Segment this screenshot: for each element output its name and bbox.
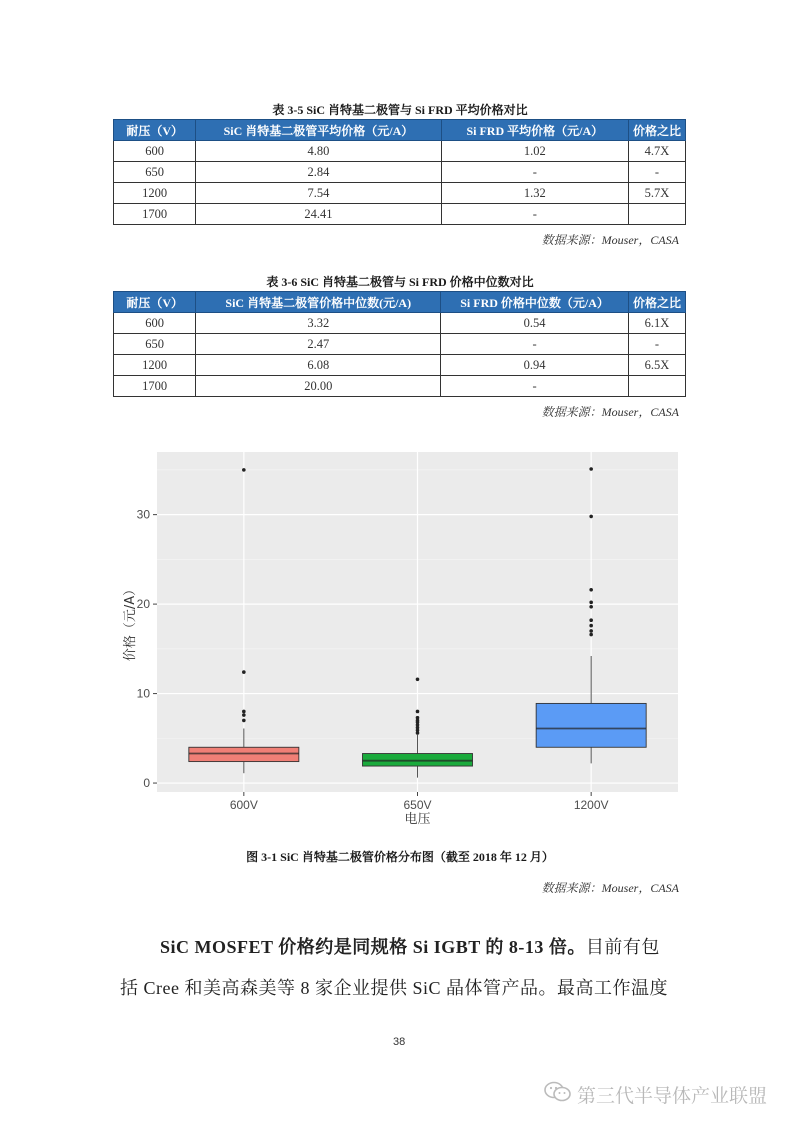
table-row bbox=[114, 376, 686, 397]
outlier-point bbox=[589, 633, 593, 637]
table1-header-ratio: 价格之比 bbox=[628, 120, 685, 141]
outlier-point bbox=[589, 467, 593, 471]
table-cell: 1700 bbox=[114, 376, 196, 397]
table-row bbox=[114, 313, 686, 334]
outlier-point bbox=[589, 515, 593, 519]
table1-header-sic-price: SiC 肖特基二极管平均价格（元/A） bbox=[196, 120, 441, 141]
table-cell: - bbox=[441, 204, 628, 225]
table-cell: 1700 bbox=[114, 204, 196, 225]
table-cell bbox=[628, 204, 685, 225]
table-cell bbox=[628, 376, 685, 397]
table2-header-ratio: 价格之比 bbox=[628, 292, 685, 313]
table-cell: 6.08 bbox=[196, 355, 441, 376]
outlier-point bbox=[589, 601, 593, 605]
table-row bbox=[114, 334, 686, 355]
table-cell: 6.1X bbox=[628, 313, 685, 334]
watermark bbox=[543, 1080, 767, 1109]
figure-caption: 图 3-1 SiC 肖特基二极管价格分布图（截至 2018 年 12 月） bbox=[246, 850, 554, 864]
table2-source: 数据来源：Mouser，CASA bbox=[541, 405, 679, 419]
outlier-point bbox=[416, 716, 420, 720]
price-boxplot-chart bbox=[110, 445, 690, 835]
table-cell: 6.5X bbox=[628, 355, 685, 376]
body-paragraph-line2: 括 Cree 和美高森美等 8 家企业提供 SiC 晶体管产品。最高工作温度 bbox=[120, 978, 668, 998]
outlier-point bbox=[416, 710, 420, 714]
table-row bbox=[114, 162, 686, 183]
outlier-point bbox=[589, 605, 593, 609]
table-cell: 7.54 bbox=[196, 183, 441, 204]
table2-header-row bbox=[114, 292, 686, 313]
table-cell: 4.7X bbox=[628, 141, 685, 162]
table-cell: 600 bbox=[114, 141, 196, 162]
outlier-point bbox=[416, 677, 420, 681]
y-tick-label: 30 bbox=[136, 507, 150, 522]
table2-header-voltage: 耐压（V） bbox=[114, 292, 196, 313]
x-tick-label: 600V bbox=[229, 798, 258, 812]
y-axis-label: 价格（元/A） bbox=[123, 582, 138, 662]
y-tick-label: 10 bbox=[136, 686, 150, 701]
outlier-point bbox=[242, 710, 246, 714]
table-row bbox=[114, 183, 686, 204]
table-cell: 2.84 bbox=[196, 162, 441, 183]
x-tick-label: 1200V bbox=[573, 798, 609, 812]
outlier-point bbox=[589, 629, 593, 633]
table-cell: 2.47 bbox=[196, 334, 441, 355]
table-cell: 650 bbox=[114, 334, 196, 355]
table-cell: - bbox=[628, 162, 685, 183]
table-cell: 1.32 bbox=[441, 183, 628, 204]
y-tick-label: 20 bbox=[136, 597, 150, 612]
body-paragraph-line1-rest: 目前有包 bbox=[585, 937, 660, 957]
table-row bbox=[114, 141, 686, 162]
table2 bbox=[113, 291, 686, 397]
outlier-point bbox=[242, 713, 246, 717]
figure-source: 数据来源：Mouser，CASA bbox=[541, 881, 679, 895]
outlier-point bbox=[589, 588, 593, 592]
wechat-icon bbox=[543, 1080, 573, 1109]
table-cell: 1.02 bbox=[441, 141, 628, 162]
body-paragraph-bold: SiC MOSFET 价格约是同规格 Si IGBT 的 8-13 倍。 bbox=[160, 937, 586, 957]
table-cell: 4.80 bbox=[196, 141, 441, 162]
page-number: 38 bbox=[393, 1036, 406, 1048]
table-cell: - bbox=[441, 162, 628, 183]
table-cell: 0.54 bbox=[441, 313, 629, 334]
outlier-point bbox=[242, 670, 246, 674]
table1-caption: 表 3-5 SiC 肖特基二极管与 Si FRD 平均价格对比 bbox=[272, 103, 528, 117]
table-cell: 5.7X bbox=[628, 183, 685, 204]
table-cell: 1200 bbox=[114, 183, 196, 204]
table1 bbox=[113, 119, 686, 225]
outlier-point bbox=[589, 624, 593, 628]
table-cell: 24.41 bbox=[196, 204, 441, 225]
table-cell: 3.32 bbox=[196, 313, 441, 334]
outlier-point bbox=[242, 468, 246, 472]
table-cell: - bbox=[441, 376, 629, 397]
table-cell: - bbox=[441, 334, 629, 355]
watermark-text: 第三代半导体产业联盟 bbox=[577, 1085, 768, 1107]
table-cell: 650 bbox=[114, 162, 196, 183]
body-paragraph-line1 bbox=[160, 933, 660, 959]
table2-caption: 表 3-6 SiC 肖特基二极管与 Si FRD 价格中位数对比 bbox=[266, 275, 534, 289]
outlier-point bbox=[589, 618, 593, 622]
table-row bbox=[114, 204, 686, 225]
table1-header-voltage: 耐压（V） bbox=[114, 120, 196, 141]
table-cell: 20.00 bbox=[196, 376, 441, 397]
y-tick-label: 0 bbox=[143, 776, 150, 791]
table2-header-sic-median: SiC 肖特基二极管价格中位数(元/A) bbox=[196, 292, 441, 313]
table-cell: 1200 bbox=[114, 355, 196, 376]
x-tick-label: 650V bbox=[403, 798, 432, 812]
table-row bbox=[114, 355, 686, 376]
table1-header-row bbox=[114, 120, 686, 141]
outlier-point bbox=[242, 719, 246, 723]
table2-header-si-median: Si FRD 价格中位数（元/A） bbox=[441, 292, 629, 313]
box-1200V bbox=[536, 703, 646, 747]
table-cell: 0.94 bbox=[441, 355, 629, 376]
table1-source: 数据来源：Mouser，CASA bbox=[541, 233, 679, 247]
table-cell: - bbox=[628, 334, 685, 355]
x-axis-label: 电压 bbox=[404, 812, 431, 827]
table1-header-si-price: Si FRD 平均价格（元/A） bbox=[441, 120, 628, 141]
table-cell: 600 bbox=[114, 313, 196, 334]
